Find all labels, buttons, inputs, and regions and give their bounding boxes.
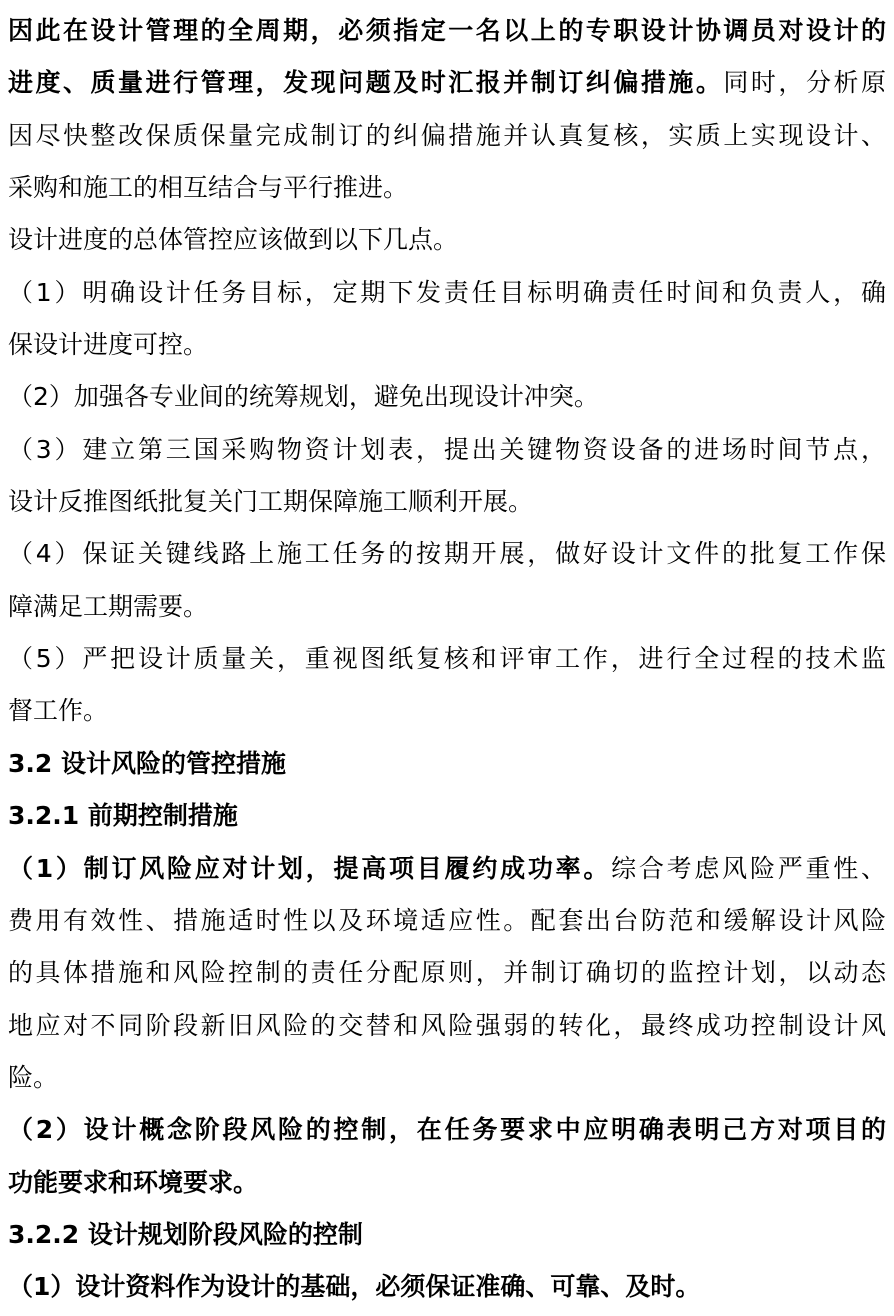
text-line — [8, 5, 886, 57]
text-line — [8, 947, 886, 999]
text-segment: 的具体措施和风险控制的责任分配原则，并制订确切的监控计划，以动态 — [8, 958, 886, 988]
text-line — [8, 214, 886, 266]
text-line — [8, 57, 886, 109]
text-segment: （1）明确设计任务目标，定期下发责任目标明确责任时间和负责人，确 — [8, 277, 886, 307]
document-body — [8, 5, 886, 1314]
text-line — [8, 1157, 886, 1209]
text-line — [8, 1000, 886, 1052]
bold-text-segment: （2）设计概念阶段风险的控制，在任务要求中应明确表明己方对项目的 — [8, 1115, 886, 1145]
bold-text-segment: 3.2 设计风险的管控措施 — [8, 748, 286, 778]
text-line — [8, 319, 886, 371]
text-segment: 障满足工期需要。 — [8, 591, 209, 621]
bold-text-segment: （1）制订风险应对计划，提高项目履约成功率。 — [8, 853, 612, 883]
text-segment: 保设计进度可控。 — [8, 330, 209, 360]
bold-text-segment: 因此在设计管理的全周期，必须指定一名以上的专职设计协调员对设计的 — [8, 16, 886, 45]
text-line — [8, 738, 886, 790]
bold-text-segment: 3.2.1 前期控制措施 — [8, 801, 238, 831]
bold-text-segment: 功能要求和环境要求。 — [8, 1167, 259, 1197]
text-segment: （5）严把设计质量关，重视图纸复核和评审工作，进行全过程的技术监 — [8, 644, 886, 674]
text-line — [8, 1104, 886, 1156]
text-segment: 费用有效性、措施适时性以及环境适应性。配套出台防范和缓解设计风险 — [8, 905, 886, 935]
text-line — [8, 1261, 886, 1313]
text-segment: （4）保证关键线路上施工任务的按期开展，做好设计文件的批复工作保 — [8, 539, 886, 569]
text-line — [8, 267, 886, 319]
bold-text-segment: 进度、质量进行管理，发现问题及时汇报并制订纠偏措施。 — [8, 68, 724, 98]
text-segment: 督工作。 — [8, 696, 109, 726]
text-line — [8, 371, 886, 423]
text-line — [8, 843, 886, 895]
text-line — [8, 581, 886, 633]
text-segment: 综合考虑风险严重性、 — [611, 853, 886, 883]
text-line — [8, 633, 886, 685]
text-line — [8, 162, 886, 214]
text-line — [8, 528, 886, 580]
text-segment: 同时，分析原 — [723, 68, 886, 98]
text-line — [8, 424, 886, 476]
text-line — [8, 1209, 886, 1261]
text-segment: 设计进度的总体管控应该做到以下几点。 — [8, 225, 459, 255]
text-segment: 采购和施工的相互结合与平行推进。 — [8, 173, 409, 203]
text-line — [8, 790, 886, 842]
text-line — [8, 110, 886, 162]
text-segment: （2）加强各专业间的统筹规划，避免出现设计冲突。 — [8, 382, 599, 412]
bold-text-segment: 3.2.2 设计规划阶段风险的控制 — [8, 1219, 363, 1249]
text-segment: 地应对不同阶段新旧风险的交替和风险强弱的转化，最终成功控制设计风 — [8, 1010, 886, 1040]
text-segment: 险。 — [8, 1062, 59, 1092]
text-line — [8, 1052, 886, 1104]
bold-text-segment: （1）设计资料作为设计的基础，必须保证准确、可靠、及时。 — [8, 1272, 701, 1302]
text-segment: （3）建立第三国采购物资计划表，提出关键物资设备的进场时间节点， — [8, 434, 886, 464]
text-segment: 因尽快整改保质保量完成制订的纠偏措施并认真复核，实质上实现设计、 — [8, 120, 886, 150]
text-line — [8, 685, 886, 737]
text-line — [8, 476, 886, 528]
text-segment: 设计反推图纸批复关门工期保障施工顺利开展。 — [8, 487, 534, 517]
text-line — [8, 895, 886, 947]
